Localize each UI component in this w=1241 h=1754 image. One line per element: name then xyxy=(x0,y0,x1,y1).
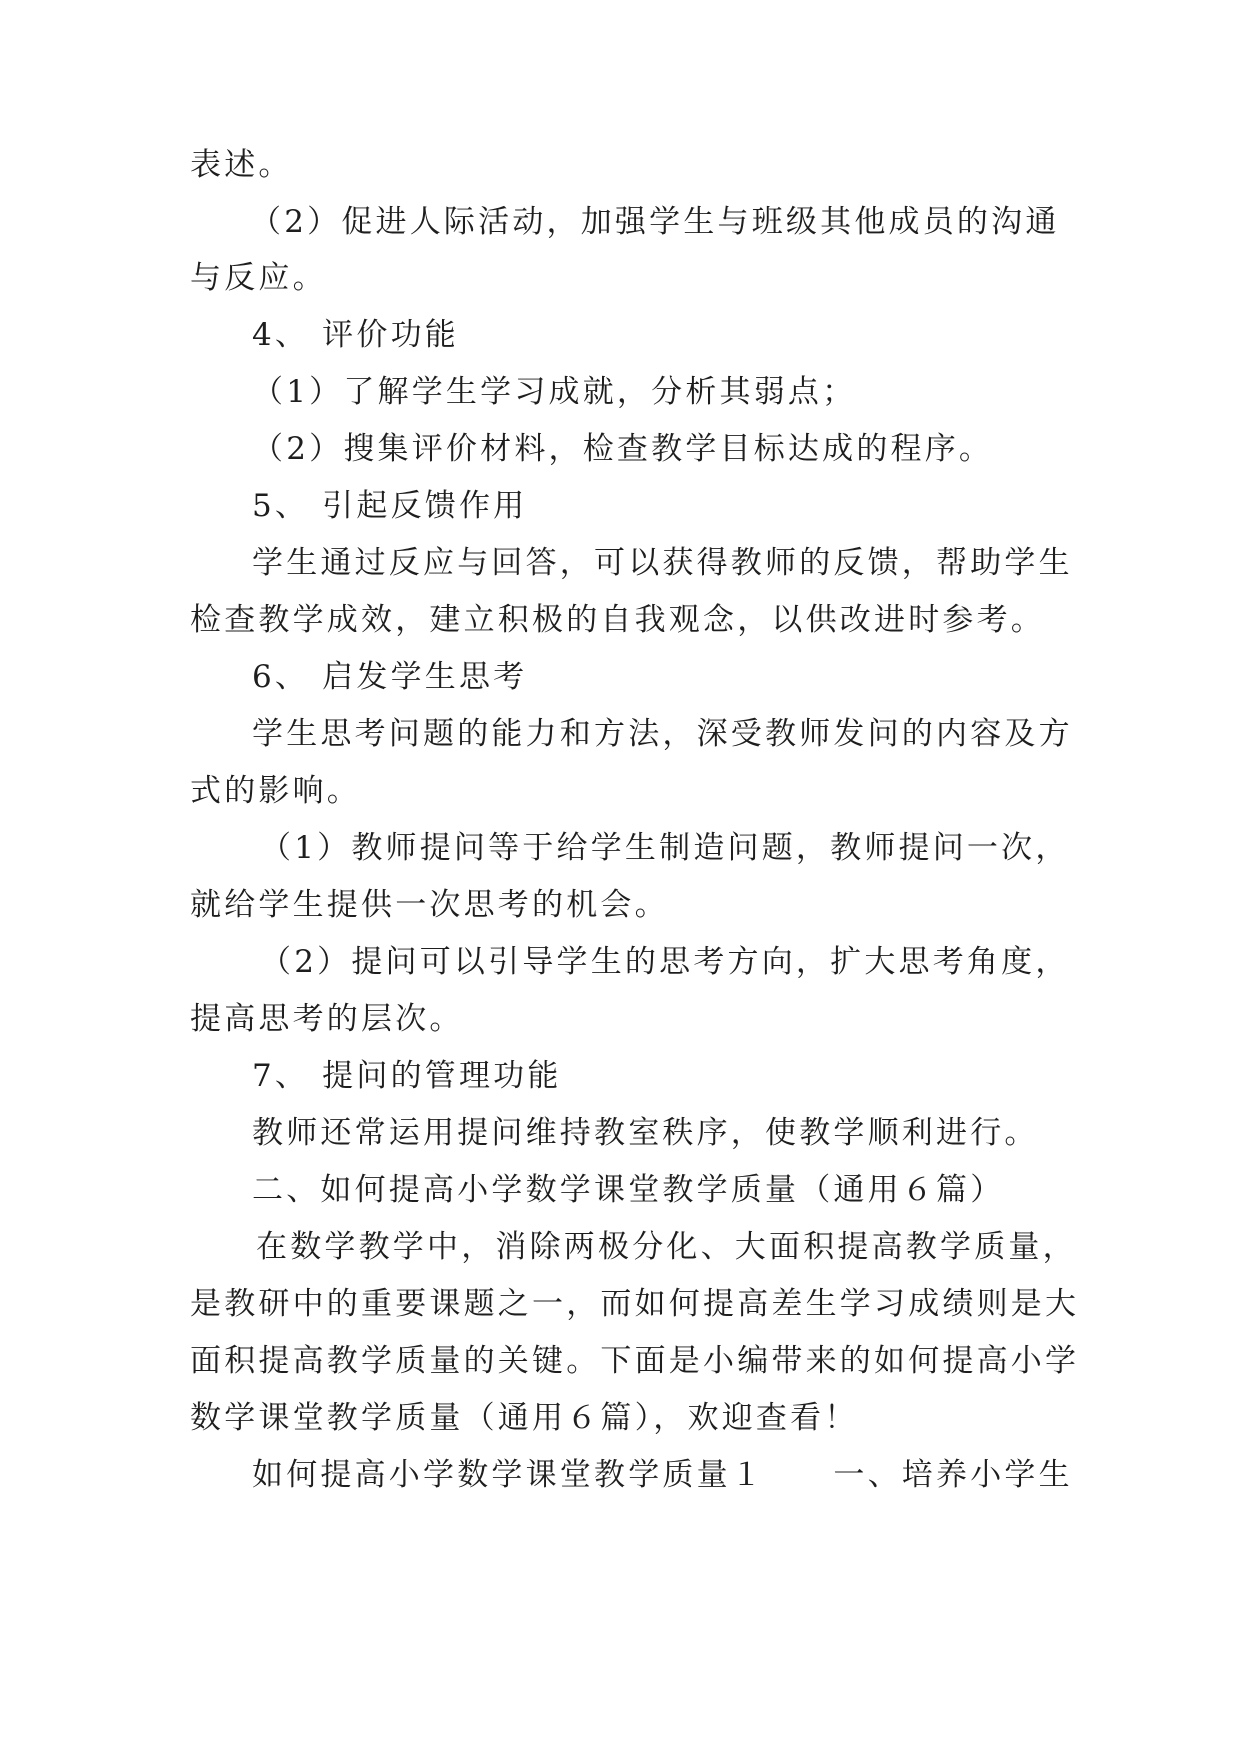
text-line: （2）提问可以引导学生的思考方向，扩大思考角度， xyxy=(260,944,1070,980)
text-line: 学生思考问题的能力和方法，深受教师发问的内容及方 xyxy=(252,716,1073,752)
section-heading: 5、 引起反馈作用 xyxy=(252,488,528,524)
text-line: （2）搜集评价材料，检查教学目标达成的程序。 xyxy=(252,431,994,467)
text-line: 是教研中的重要课题之一，而如何提高差生学习成绩则是大 xyxy=(190,1286,1080,1322)
text-line: 如何提高小学数学课堂教学质量１ 一、培养小学生 xyxy=(252,1457,1073,1493)
section-heading: 7、 提问的管理功能 xyxy=(252,1058,562,1094)
text-line: 学生通过反应与回答，可以获得教师的反馈，帮助学生 xyxy=(252,545,1073,581)
text-line: 就给学生提供一次思考的机会。 xyxy=(190,887,669,923)
text-line: 式的影响。 xyxy=(190,773,361,809)
text-line: （1）了解学生学习成就，分析其弱点； xyxy=(252,374,857,410)
text-line: 提高思考的层次。 xyxy=(190,1001,464,1037)
section-heading: 4、 评价功能 xyxy=(252,317,459,353)
text-line: 表述。 xyxy=(190,147,293,183)
text-line: 面积提高教学质量的关键。下面是小编带来的如何提高小学 xyxy=(190,1343,1080,1379)
text-line: 教师还常运用提问维持教室秩序，使教学顺利进行。 xyxy=(252,1115,1039,1151)
text-line: 数学课堂教学质量（通用６篇），欢迎查看！ xyxy=(190,1400,859,1436)
section-heading: 二、如何提高小学数学课堂教学质量（通用６篇） xyxy=(252,1172,1005,1208)
text-line: （2）促进人际活动，加强学生与班级其他成员的沟通 xyxy=(250,204,1060,240)
text-line: 与反应。 xyxy=(190,260,327,296)
text-line: 在数学教学中，消除两极分化、大面积提高教学质量， xyxy=(256,1229,1077,1265)
text-line: （1）教师提问等于给学生制造问题，教师提问一次， xyxy=(260,830,1070,866)
section-heading: 6、 启发学生思考 xyxy=(252,659,528,695)
text-line: 检查教学成效，建立积极的自我观念，以供改进时参考。 xyxy=(190,602,1045,638)
